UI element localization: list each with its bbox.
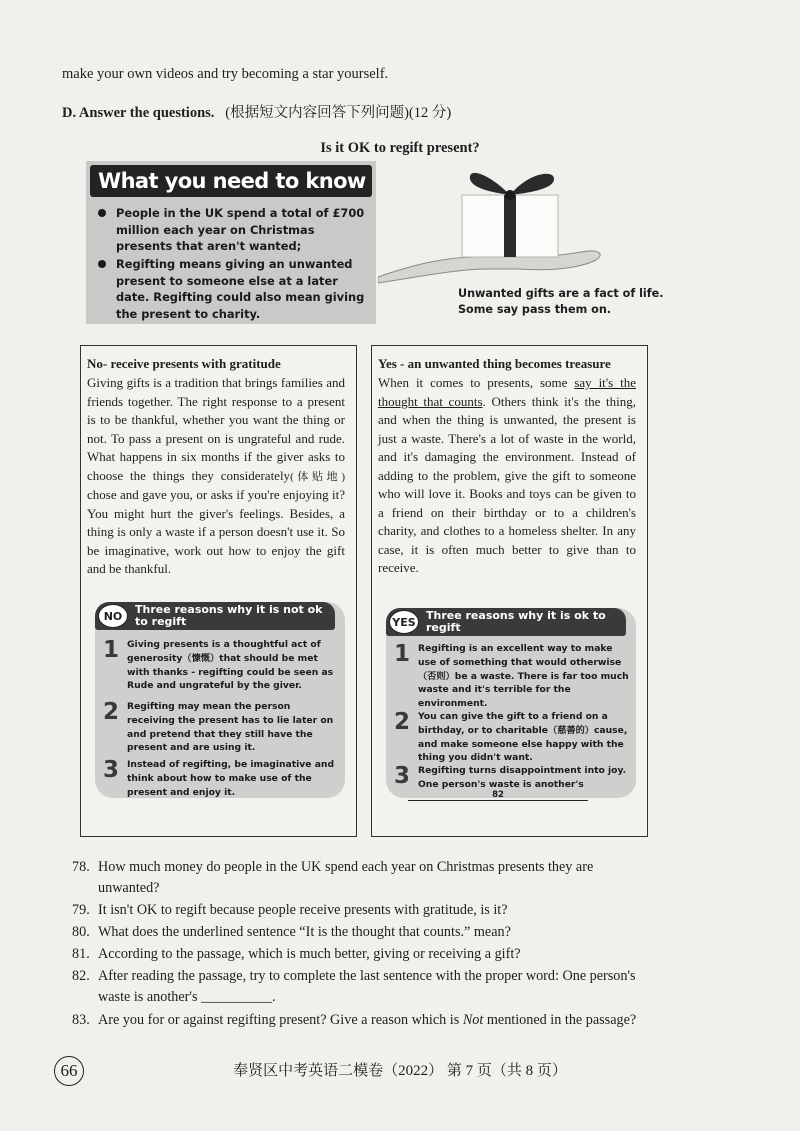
yes-column (371, 345, 648, 837)
no-column-heading: No- receive presents with gratitude (87, 356, 281, 371)
reason-number: 3 (103, 757, 120, 783)
question-78 (72, 857, 593, 899)
no-reasons-header (95, 602, 335, 630)
question-number: 80. (72, 924, 90, 940)
question-text: After reading the passage, try to complete the last sentence with the proper word: One person's (98, 968, 636, 984)
yes-body-part: . Others think it's the thing, and when the thing is unwanted, the present is just a waste. There's a lot of waste in the world, and it's damaging the environment. Instead of adding to the problem, give the gift to someone who will love it. Books and toys can be given to a friend on their birthday or to a children's charity, and clothes to a homeless shelter. In any case, it is often much better to give than to receive. (378, 393, 636, 575)
question-number: 78. (72, 859, 90, 875)
gift-hand-illustration (378, 165, 608, 285)
question-number: 79. (72, 902, 90, 918)
reason-text: Regifting is an excellent way to make use of something that would otherwise（否则）be a waste. There is far too much waste and it's terrible for the environment. (418, 643, 629, 710)
section-instruction: (根据短文内容回答下列问题)(12 分) (225, 105, 452, 121)
yes-badge: YES (389, 610, 419, 634)
no-column (80, 345, 357, 837)
question-text: mentioned in the passage? (483, 1012, 637, 1028)
need-to-know-bullet (98, 205, 368, 255)
reason-text: Giving presents is a thoughtful act of generosity（慷慨）that should be met with thanks - regifting could be seen as Rude and ungrateful by the giver. (127, 639, 334, 692)
question-79 (72, 900, 508, 921)
need-to-know-banner: What you need to know (90, 165, 372, 197)
question-text: It isn't OK to regift because people receive presents with gratitude, is it? (98, 902, 508, 918)
reason-number: 1 (394, 641, 411, 667)
question-text: According to the passage, which is much better, giving or receiving a gift? (98, 946, 521, 962)
need-to-know-bullet (98, 256, 368, 322)
question-81 (72, 944, 521, 965)
no-badge: NO (98, 604, 128, 628)
yes-column-body (378, 374, 636, 578)
yes-reasons-title: Three reasons why it is ok to regift (426, 609, 606, 634)
yes-body-part: When it comes to presents, some (378, 375, 575, 390)
no-body-note: (体贴地) (290, 470, 345, 483)
underlined-sentence: say it's the thought that counts (378, 375, 636, 409)
reason-text: You can give the gift to a friend on a birthday, or to charitable（慈善的）cause, and make someone else happy with the thing you didn't want. (418, 711, 628, 764)
question-text-cont: unwanted? (98, 880, 160, 896)
intro-line: make your own videos and try becoming a star yourself. (62, 66, 389, 82)
bullet-text: People in the UK spend a total of £700 million each year on Christmas presents that aren't wanted; (116, 206, 365, 253)
bullet-icon (98, 209, 106, 217)
question-80 (72, 922, 511, 943)
yes-column-heading: Yes - an unwanted thing becomes treasure (378, 356, 611, 371)
yes-reasons-header (386, 608, 626, 636)
page-number-badge: 66 (54, 1056, 84, 1086)
reason-text: Regifting turns disappointment into joy. One person's waste is another's (418, 765, 627, 790)
reason-number: 2 (394, 709, 411, 735)
reason-number: 1 (103, 637, 120, 663)
question-text: What does the underlined sentence “It is the thought that counts.” mean? (98, 924, 511, 940)
section-heading (62, 101, 451, 122)
bullet-icon (98, 260, 106, 268)
no-body-part: Giving gifts is a tradition that brings families and friends together. The right response to a present is to be thankful, whether you want the thing or not. To pass a present on is ungrateful and rude. What happens in six months if the giver asks to choose the things they considerately (87, 375, 345, 483)
no-body-part: chose and gave you, or asks if you're enjoying it? You might hurt the giver's feelings. Besides, a thing is only a waste if a person doesn't use it. So be imaginative, work out how to enjoy the gift and be thankful. (87, 487, 345, 576)
reason-number: 3 (394, 763, 411, 789)
question-number: 83. (72, 1012, 90, 1028)
image-caption: Unwanted gifts are a fact of life. Some say pass them on. (458, 287, 664, 316)
reason-text: Regifting may mean the person receiving the present has to lie later on and pretend that they still have the present and are using it. (127, 701, 334, 754)
reason-text: Instead of regifting, be imaginative and think about how to make use of the present and enjoy it. (127, 759, 335, 798)
footer-text: 奉贤区中考英语二模卷（2022） 第 7 页（共 8 页） (233, 1063, 567, 1079)
reason-number: 2 (103, 699, 120, 725)
question-text-cont: waste is another's __________. (98, 989, 276, 1005)
section-label: D. Answer the questions. (62, 105, 215, 121)
no-reasons-box (95, 602, 345, 798)
question-number: 81. (72, 946, 90, 962)
question-text: Are you for or against regifting present? Give a reason which is (98, 1012, 463, 1028)
question-emphasis: Not (462, 1012, 484, 1028)
question-number: 82. (72, 968, 90, 984)
question-83 (72, 1010, 636, 1031)
answer-blank-82[interactable]: 82 (408, 790, 588, 801)
no-reasons-title: Three reasons why it is not ok to regift (135, 603, 323, 628)
no-column-body (87, 374, 345, 579)
article-title: Is it OK to regift present? (320, 140, 480, 156)
question-text: How much money do people in the UK spend each year on Christmas presents they are (98, 859, 594, 875)
yes-reasons-box (386, 608, 636, 798)
need-to-know-box (86, 161, 376, 324)
question-82 (72, 966, 636, 1008)
bullet-text: Regifting means giving an unwanted present to someone else at a later date. Regifting could also mean giving the present to charity. (116, 257, 365, 321)
